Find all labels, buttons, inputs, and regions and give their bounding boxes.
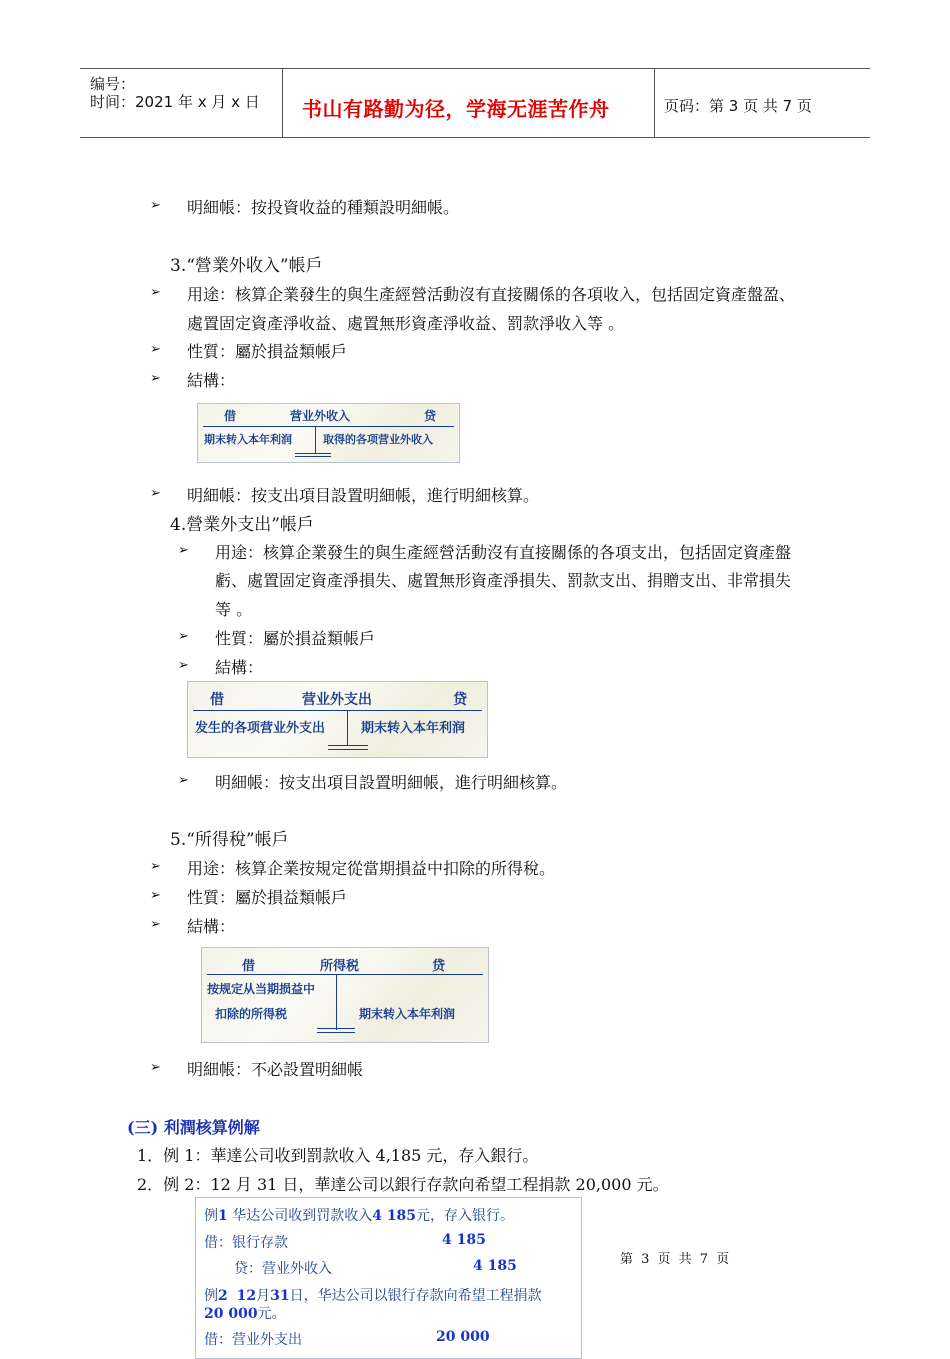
ex1-prefix: 例 — [204, 1208, 218, 1224]
bullet-icon: ➢ — [178, 543, 189, 558]
bullet-icon: ➢ — [178, 658, 189, 673]
ex2-amount: 20 000 — [204, 1306, 258, 1322]
t-credit-label: 贷 — [432, 959, 446, 974]
section-3-title: 3.“營業外收入”帳戶 — [170, 256, 323, 276]
bullet-icon: ➢ — [150, 486, 161, 501]
examples-title: (三) 利潤核算例解 — [127, 1118, 260, 1137]
header-divider — [282, 69, 283, 137]
sec3-nature: 性質：屬於損益類帳戶 — [187, 342, 348, 361]
bullet-icon: ➢ — [150, 917, 161, 932]
section-5-title: 5.“所得稅”帳戶 — [170, 830, 289, 850]
sec5-detail: 明細帳：不必設置明細帳 — [187, 1060, 364, 1079]
t-credit-label: 贷 — [453, 692, 467, 708]
t-right-entry: 取得的各项营业外收入 — [323, 433, 433, 446]
ex1-text: 华达公司收到罚款收入 — [227, 1208, 373, 1224]
t-account-closing — [317, 1032, 355, 1033]
t-right-entry: 期末转入本年利润 — [361, 721, 466, 736]
example-2-header-cont — [204, 1303, 286, 1323]
header-divider — [654, 69, 655, 137]
ex2-month-unit: 月 — [256, 1288, 271, 1304]
ex2-debit-amount: 20 000 — [436, 1329, 490, 1345]
t-account-topline — [207, 974, 483, 975]
sec4-use-line3: 等 。 — [215, 600, 253, 619]
detail-account-text: 明細帳：按投資收益的種類設明細帳。 — [187, 198, 460, 217]
t-account-closing — [317, 1028, 355, 1029]
ex1-number: 1 — [218, 1208, 228, 1224]
bullet-icon: ➢ — [150, 1060, 161, 1075]
ex2-number: 2 — [218, 1288, 228, 1304]
ex1-credit-amount: 4 185 — [473, 1258, 517, 1274]
ex1-credit-account: 贷：营业外收入 — [234, 1261, 332, 1277]
sec4-use-line1: 用途：核算企業發生的與生產經營活動沒有直接關係的各項支出，包括固定資產盤 — [215, 543, 792, 562]
t-left-entry: 期末转入本年利润 — [204, 433, 292, 446]
t-account-closing — [295, 456, 331, 457]
sec3-use-line2: 處置固定資產淨收益、處置無形資產淨收益、罰款淨收入等 。 — [187, 314, 625, 333]
example-2-header — [204, 1285, 542, 1305]
bullet-icon: ➢ — [150, 859, 161, 874]
t-account-divider — [315, 426, 316, 454]
page-header — [80, 68, 870, 138]
bullet-icon: ➢ — [178, 629, 189, 644]
example-1-text: 1．例 1：華達公司收到罰款收入 4,185 元，存入銀行。 — [137, 1146, 539, 1165]
t-debit-label: 借 — [210, 692, 224, 708]
ex2-text: 日，华达公司以银行存款向希望工程捐款 — [289, 1288, 542, 1304]
sec3-use-line1: 用途：核算企業發生的與生產經營活動沒有直接關係的各項收入，包括固定資產盤盈、 — [187, 285, 796, 304]
ex2-tail: 元。 — [257, 1306, 286, 1322]
t-left-entry-line1: 按规定从当期损益中 — [207, 982, 316, 996]
t-account-topline — [203, 426, 454, 427]
bullet-icon: ➢ — [150, 198, 161, 213]
bullet-icon: ➢ — [150, 371, 161, 386]
ex1-debit-amount: 4 185 — [442, 1232, 486, 1248]
ex2-debit-account: 借：营业外支出 — [204, 1332, 302, 1348]
example-1-header — [204, 1205, 514, 1225]
t-account-name: 所得税 — [320, 959, 360, 974]
header-motto: 书山有路勤为径，学海无涯苦作舟 — [302, 97, 610, 121]
t-account-name: 营业外收入 — [290, 409, 351, 423]
sec4-structure: 結構： — [215, 658, 264, 677]
sec3-detail: 明細帳：按支出項目設置明細帳，進行明細核算。 — [187, 486, 540, 505]
sec4-detail: 明細帳：按支出項目設置明細帳，進行明細核算。 — [215, 773, 568, 792]
t-account-topline — [193, 710, 482, 711]
section-4-title: 4.營業外支出”帳戶 — [170, 515, 314, 535]
ex2-month: 12 — [236, 1288, 257, 1304]
t-account-other-expense — [187, 681, 488, 758]
ex2-day: 31 — [270, 1288, 290, 1304]
ex1-tail: 元，存入银行。 — [416, 1208, 515, 1224]
t-account-other-income — [197, 403, 460, 463]
t-account-closing — [295, 453, 331, 454]
sec3-structure: 結構： — [187, 371, 236, 390]
t-left-entry: 发生的各项营业外支出 — [195, 721, 326, 736]
t-account-income-tax — [201, 947, 489, 1043]
time-label: 时间：2021 年 x 月 x 日 — [90, 93, 260, 111]
t-credit-label: 贷 — [424, 409, 437, 423]
bullet-icon: ➢ — [150, 285, 161, 300]
doc-number-label: 编号： — [90, 75, 136, 93]
t-account-closing — [328, 749, 368, 750]
ex1-debit-account: 借：银行存款 — [204, 1235, 288, 1251]
t-account-closing — [328, 745, 368, 746]
journal-entry-box — [195, 1197, 582, 1359]
bullet-icon: ➢ — [178, 773, 189, 788]
t-account-divider — [336, 974, 337, 1030]
page-number-note: 第 3 页 共 7 页 — [620, 1252, 732, 1267]
bullet-icon: ➢ — [150, 342, 161, 357]
sec4-nature: 性質：屬於損益類帳戶 — [215, 629, 376, 648]
bullet-icon: ➢ — [150, 888, 161, 903]
ex2-prefix: 例 — [204, 1288, 218, 1304]
sec5-nature: 性質：屬於損益類帳戶 — [187, 888, 348, 907]
example-2-text: 2．例 2：12 月 31 日，華達公司以銀行存款向希望工程捐款 20,000 元。 — [137, 1175, 669, 1194]
sec4-use-line2: 虧、處置固定資產淨損失、處置無形資產淨損失、罰款支出、捐贈支出、非常損失 — [215, 571, 792, 590]
t-left-entry-line2: 扣除的所得税 — [215, 1007, 288, 1021]
ex1-amount: 4 185 — [372, 1208, 417, 1224]
sec5-use: 用途：核算企業按規定從當期損益中扣除的所得稅。 — [187, 859, 556, 878]
page-label: 页码：第 3 页 共 7 页 — [664, 97, 812, 115]
sec5-structure: 結構： — [187, 917, 236, 936]
t-debit-label: 借 — [224, 409, 237, 423]
t-account-divider — [347, 710, 348, 746]
t-right-entry: 期末转入本年利润 — [359, 1007, 456, 1021]
t-debit-label: 借 — [242, 959, 256, 974]
t-account-name: 营业外支出 — [302, 692, 372, 708]
